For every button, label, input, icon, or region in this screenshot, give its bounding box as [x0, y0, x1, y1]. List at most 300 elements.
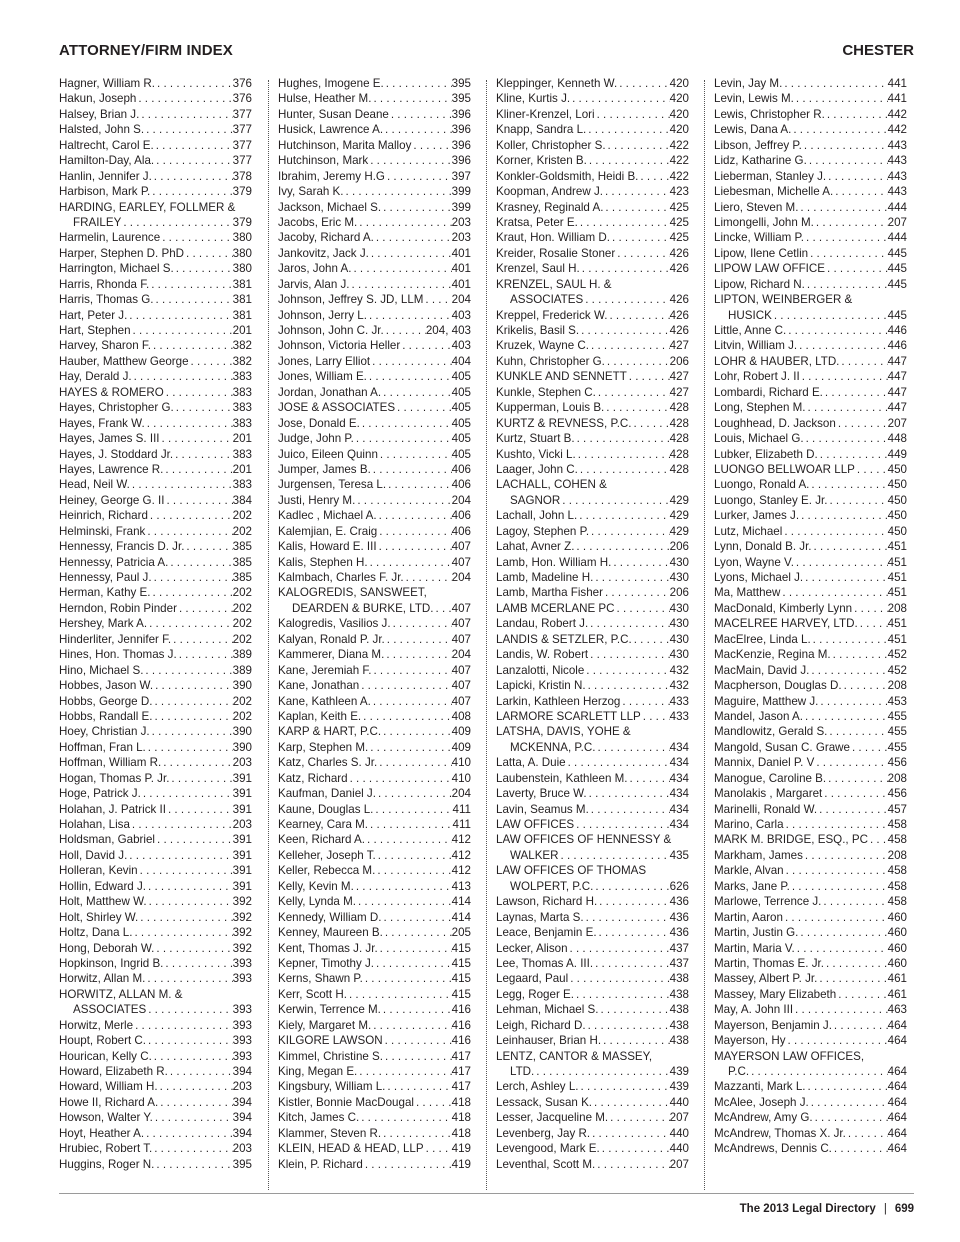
entry-name: LANDIS & SETZLER, P.C. — [496, 632, 632, 646]
dot-leader — [809, 663, 887, 678]
entry-name: Justi, Henry M. — [278, 493, 356, 507]
entry-page-number: 417 — [451, 1065, 471, 1078]
index-entry — [278, 524, 471, 539]
index-entry — [496, 1141, 689, 1156]
entry-name: Hoey, Christian J. — [59, 725, 150, 739]
index-entry — [496, 925, 689, 940]
dot-leader — [798, 925, 887, 940]
entry-page-number: 430 — [669, 617, 689, 631]
entry-page-number: 434 — [669, 818, 689, 831]
entry-name: Loughhead, D. Jackson — [714, 416, 836, 430]
index-entry — [714, 91, 907, 106]
entry-name: Halsted, John S. — [59, 123, 145, 137]
entry-page-number: 411 — [452, 818, 471, 831]
dot-leader — [583, 292, 669, 307]
entry-page-number: 445 — [887, 262, 907, 276]
index-entry — [714, 709, 907, 724]
dot-leader — [595, 740, 669, 755]
entry-page-number: 412 — [451, 864, 471, 878]
entry-name: Hopkinson, Ingrid B. — [59, 956, 164, 970]
entry-name: Kelly, Lynda M. — [278, 895, 356, 909]
index-entry — [278, 724, 471, 739]
entry-page-number: 407 — [451, 679, 471, 693]
entry-page-number: 201 — [232, 462, 252, 476]
entry-page-number: 451 — [887, 586, 907, 600]
entry-name: Marino, Carla — [714, 818, 784, 831]
entry-name: Lagoy, Stephen P. — [496, 524, 590, 538]
index-entry — [59, 925, 252, 940]
dot-leader — [587, 786, 670, 801]
index-entry — [714, 802, 907, 817]
entry-page-number: 461 — [887, 972, 907, 986]
dot-leader — [806, 400, 888, 415]
dot-leader — [749, 1064, 888, 1079]
dot-leader — [168, 555, 232, 570]
entry-page-number: 449 — [887, 447, 907, 461]
dot-leader — [588, 616, 669, 631]
dot-leader — [158, 1095, 232, 1110]
entry-name: WALKER — [510, 848, 559, 862]
dot-leader — [799, 508, 888, 523]
index-entry — [714, 184, 907, 199]
dot-leader — [803, 570, 888, 585]
dot-leader — [152, 709, 232, 724]
entry-name: Lidz, Katharine G. — [714, 154, 807, 168]
dot-leader — [772, 308, 888, 323]
dot-leader — [158, 1079, 233, 1094]
entry-page-number: 455 — [887, 725, 907, 739]
dot-leader — [850, 740, 888, 755]
dot-leader — [147, 616, 233, 631]
entry-page-number: 403 — [451, 339, 471, 353]
dot-leader — [356, 894, 452, 909]
entry-page-number: 439 — [669, 1065, 689, 1078]
index-entry — [714, 724, 907, 739]
index-entry — [714, 616, 907, 631]
entry-name: Mandlowitz, Gerald S. — [714, 725, 828, 739]
dot-leader — [361, 709, 452, 724]
entry-name: Leinhauser, Brian H. — [496, 1034, 602, 1048]
entry-name: McAndrew, Amy G. — [714, 1111, 813, 1125]
index-entry — [59, 462, 252, 477]
entry-name: Kaufman, Daniel J. — [278, 787, 376, 801]
index-entry — [59, 508, 252, 523]
index-entry — [714, 771, 907, 786]
entry-page-number: 203 — [232, 1142, 252, 1156]
entry-name: Kupperman, Louis B. — [496, 401, 605, 415]
entry-page-number: 432 — [669, 663, 689, 677]
dot-leader — [574, 987, 670, 1002]
entry-name: Lynn, Donald B. Jr. — [714, 540, 812, 554]
dot-leader — [595, 107, 670, 122]
dot-leader — [381, 1126, 452, 1141]
index-entry — [496, 832, 689, 847]
entry-page-number: 418 — [451, 1095, 471, 1109]
entry-page-number: 405 — [451, 385, 471, 399]
entry-page-number: 457 — [887, 802, 907, 816]
dot-leader — [368, 153, 451, 168]
dot-leader — [846, 1126, 888, 1141]
index-entry — [714, 1018, 907, 1033]
dot-leader — [825, 261, 888, 276]
index-entry — [496, 740, 689, 755]
entry-name: Krasney, Reginald A. — [496, 200, 604, 214]
dot-leader — [793, 1002, 888, 1017]
index-entry — [496, 941, 689, 956]
index-entry — [278, 585, 471, 600]
index-entry — [496, 632, 689, 647]
dot-leader — [575, 431, 670, 446]
entry-name: Holt, Shirley W. — [59, 910, 139, 924]
index-entry — [59, 200, 252, 215]
entry-name: Jaros, John A. — [278, 262, 352, 276]
index-entry — [59, 493, 252, 508]
entry-name: Kenney, Maureen B. — [278, 926, 383, 940]
entry-page-number: 442 — [887, 123, 907, 137]
index-entry — [496, 1110, 689, 1125]
index-entry — [278, 246, 471, 261]
entry-name: Landau, Robert J. — [496, 617, 589, 631]
index-column-4 — [714, 76, 907, 1157]
dot-leader — [377, 539, 452, 554]
entry-name: Kaune, Douglas L. — [278, 802, 374, 816]
index-entry — [496, 786, 689, 801]
index-entry — [714, 1079, 907, 1094]
dot-leader — [373, 802, 452, 817]
entry-page-number: 438 — [669, 1018, 689, 1032]
index-entry — [278, 925, 471, 940]
county-title: CHESTER — [842, 42, 914, 59]
dot-leader — [139, 107, 232, 122]
dot-leader — [804, 431, 888, 446]
entry-name: Martin, Maria V. — [714, 941, 795, 955]
index-entry — [496, 678, 689, 693]
index-entry — [59, 292, 252, 307]
entry-name: Hobbs, Randall E. — [59, 709, 153, 723]
entry-page-number: 201 — [232, 324, 252, 337]
entry-name: Hagner, William R. — [59, 77, 155, 90]
index-entry — [278, 1126, 471, 1141]
entry-name: Libson, Jeffrey P. — [714, 138, 802, 152]
index-entry — [59, 524, 252, 539]
dot-leader — [592, 1095, 670, 1110]
entry-name: Martin, Aaron — [714, 910, 783, 924]
index-entry — [496, 169, 689, 184]
entry-page-number: 419 — [451, 1157, 471, 1171]
index-entry — [714, 1126, 907, 1141]
dot-leader — [147, 894, 233, 909]
entry-name: McAndrew, Thomas X. Jr. — [714, 1126, 846, 1140]
entry-name: Harris, Rhonda F. — [59, 277, 150, 291]
index-entry — [496, 910, 689, 925]
index-entry — [278, 941, 471, 956]
entry-page-number: 382 — [232, 354, 252, 368]
index-entry — [496, 292, 689, 307]
entry-name: Hayes, Christopher G. — [59, 401, 174, 415]
dot-leader — [357, 215, 451, 230]
entry-page-number: 416 — [451, 1034, 471, 1048]
dot-leader — [382, 910, 452, 925]
index-entry — [59, 1018, 252, 1033]
index-entry — [496, 585, 689, 600]
index-entry — [278, 956, 471, 971]
entry-page-number: 451 — [887, 632, 907, 646]
index-title: ATTORNEY/FIRM INDEX — [59, 42, 233, 59]
index-entry — [496, 694, 689, 709]
entry-name: Jacobs, Eric M. — [278, 215, 358, 229]
entry-name: Lachall, John L. — [496, 509, 578, 523]
entry-page-number: 406 — [451, 478, 471, 492]
dot-leader — [607, 308, 669, 323]
entry-name: Kerns, Shawn P. — [278, 972, 363, 986]
dot-leader — [384, 76, 452, 91]
index-entry — [59, 431, 252, 446]
index-entry — [714, 462, 907, 477]
index-entry — [496, 338, 689, 353]
entry-name: Mangold, Susan C. Grawe — [714, 740, 850, 754]
entry-name: Marks, Jane P. — [714, 879, 790, 893]
index-entry — [496, 894, 689, 909]
dot-leader — [803, 709, 888, 724]
index-entry — [714, 910, 907, 925]
entry-name: Jones, Larry Elliot — [278, 354, 371, 368]
index-entry — [714, 200, 907, 215]
index-entry — [59, 1033, 252, 1048]
index-entry — [59, 956, 252, 971]
index-entry — [496, 601, 689, 616]
entry-page-number: 393 — [232, 1018, 252, 1032]
entry-name: Keller, Rebecca M. — [278, 864, 376, 878]
index-entry — [496, 477, 689, 492]
entry-page-number: 425 — [669, 215, 689, 229]
index-entry — [278, 1095, 471, 1110]
index-entry — [496, 462, 689, 477]
entry-name: Hennessy, Francis D. Jr. — [59, 540, 185, 554]
entry-page-number: 390 — [232, 679, 252, 693]
dot-leader — [817, 971, 887, 986]
dot-leader — [595, 1157, 669, 1172]
index-entry — [278, 1033, 471, 1048]
entry-page-number: 396 — [451, 123, 471, 137]
entry-page-number: 392 — [232, 926, 252, 940]
entry-page-number: 423 — [669, 185, 689, 199]
entry-page-number: 439 — [669, 1080, 689, 1094]
entry-page-number: 392 — [232, 941, 252, 955]
entry-page-number: 445 — [887, 246, 907, 260]
dot-leader — [148, 508, 233, 523]
entry-name: Harmelin, Laurence — [59, 231, 161, 245]
index-entry — [496, 755, 689, 770]
entry-page-number: 382 — [232, 339, 252, 353]
index-entry — [59, 385, 252, 400]
dot-leader — [400, 338, 451, 353]
index-entry — [496, 1049, 689, 1064]
index-entry — [278, 385, 471, 400]
index-entry — [59, 246, 252, 261]
index-entry — [278, 740, 471, 755]
dot-leader — [121, 215, 232, 230]
dot-leader — [601, 1033, 670, 1048]
entry-page-number: 204 — [451, 293, 471, 307]
dot-leader — [606, 138, 670, 153]
entry-page-number: 453 — [887, 694, 907, 708]
dot-leader — [168, 1064, 233, 1079]
entry-name: Klammer, Steven R. — [278, 1126, 382, 1140]
dot-leader — [577, 508, 669, 523]
entry-name: Korner, Kristen B. — [496, 154, 587, 168]
entry-name: DEARDEN & BURKE, LTD. — [292, 601, 434, 615]
entry-page-number: 407 — [451, 617, 471, 631]
entry-page-number: 381 — [232, 277, 252, 291]
dot-leader — [141, 786, 233, 801]
index-entry — [714, 1095, 907, 1110]
entry-name: Huggins, Roger N. — [59, 1157, 155, 1171]
entry-name: Massey, Albert P. Jr. — [714, 972, 818, 986]
dot-leader — [386, 477, 452, 492]
entry-name: Hayes, James S. III — [59, 432, 160, 446]
index-entry — [496, 246, 689, 261]
entry-name: Howard, Elizabeth R. — [59, 1065, 168, 1078]
entry-page-number: 391 — [232, 771, 252, 785]
dot-leader — [136, 91, 232, 106]
entry-name: Hershey, Mark A. — [59, 617, 148, 631]
dot-leader — [171, 632, 233, 647]
entry-name: McAndrews, Dennis C. — [714, 1142, 832, 1156]
entry-page-number: 381 — [232, 308, 252, 322]
index-entry — [278, 632, 471, 647]
entry-page-number: 420 — [669, 77, 689, 90]
dot-leader — [404, 570, 452, 585]
entry-page-number: 384 — [232, 493, 252, 507]
entry-name: Hennessy, Paul J. — [59, 571, 152, 584]
dot-leader — [620, 694, 669, 709]
dot-leader — [160, 431, 233, 446]
entry-name: Martin, Thomas E. Jr. — [714, 956, 824, 970]
entry-page-number: 433 — [669, 709, 689, 723]
entry-page-number: 464 — [887, 1142, 907, 1156]
entry-page-number: 438 — [669, 1034, 689, 1048]
entry-name: Halsey, Brian J. — [59, 107, 140, 121]
entry-name: Holleran, Kevin — [59, 864, 138, 878]
entry-page-number: 426 — [669, 324, 689, 337]
index-entry — [278, 122, 471, 137]
index-entry — [59, 663, 252, 678]
entry-name: Kane, Jeremiah F. — [278, 663, 372, 677]
entry-page-number: 403 — [451, 308, 471, 322]
entry-page-number: 456 — [887, 756, 907, 770]
dot-leader — [804, 230, 888, 245]
index-entry — [59, 879, 252, 894]
index-entry — [496, 261, 689, 276]
entry-page-number: 401 — [451, 277, 471, 291]
entry-name: Jones, William E. — [278, 370, 367, 384]
index-entry — [278, 863, 471, 878]
entry-name: Hino, Michael S. — [59, 663, 144, 677]
entry-page-number: 426 — [669, 308, 689, 322]
entry-name: MacElree, Linda L. — [714, 632, 811, 646]
dot-leader — [146, 879, 233, 894]
dot-leader — [378, 941, 452, 956]
index-entry — [59, 616, 252, 631]
dot-leader — [782, 76, 887, 91]
entry-page-number: 415 — [451, 956, 471, 970]
dot-leader — [359, 678, 451, 693]
entry-page-number: 391 — [232, 833, 252, 847]
entry-name: Kleppinger, Kenneth W. — [496, 77, 618, 90]
index-entry — [714, 508, 907, 523]
dot-leader — [174, 261, 233, 276]
index-entry — [278, 354, 471, 369]
entry-name: Lawson, Richard H. — [496, 895, 598, 909]
dot-leader — [638, 169, 669, 184]
entry-page-number: 429 — [669, 509, 689, 523]
entry-page-number: 380 — [232, 262, 252, 276]
index-entry — [496, 416, 689, 431]
entry-name: Kent, Thomas J. Jr. — [278, 941, 378, 955]
index-entry — [714, 678, 907, 693]
index-entry — [496, 817, 689, 832]
entry-name: Laverty, Bruce W. — [496, 787, 587, 801]
index-entry — [278, 709, 471, 724]
entry-name: Mandel, Jason A. — [714, 709, 803, 723]
entry-page-number: 434 — [669, 771, 689, 785]
entry-name: Lanzalotti, Nicole — [496, 663, 585, 677]
entry-page-number: 405 — [451, 416, 471, 430]
index-entry — [278, 277, 471, 292]
dot-leader — [795, 941, 888, 956]
index-entry — [714, 848, 907, 863]
entry-name: KILGORE LAWSON — [278, 1034, 383, 1048]
entry-page-number: 432 — [669, 679, 689, 693]
entry-page-number: 393 — [232, 1034, 252, 1048]
index-entry — [496, 1033, 689, 1048]
entry-name: Lahat, Avner Z. — [496, 540, 575, 554]
entry-page-number: 396 — [451, 154, 471, 168]
dot-leader — [138, 910, 232, 925]
dot-leader — [189, 354, 233, 369]
dot-leader — [376, 848, 452, 863]
index-entry — [278, 832, 471, 847]
dot-leader — [812, 539, 888, 554]
entry-name: MCKENNA, P.C. — [510, 740, 596, 754]
dot-leader — [632, 632, 670, 647]
index-entry — [714, 585, 907, 600]
entry-page-number: 436 — [669, 910, 689, 924]
entry-name: Kane, Jonathan — [278, 679, 360, 693]
entry-name: MAYERSON LAW OFFICES, — [714, 1049, 865, 1063]
entry-page-number: 458 — [887, 818, 907, 831]
entry-name: MacMain, David J. — [714, 663, 810, 677]
entry-page-number: 441 — [887, 77, 907, 90]
index-entry — [278, 107, 471, 122]
dot-leader — [826, 771, 888, 786]
entry-name: Hourican, Kelly C. — [59, 1049, 152, 1063]
entry-name: JOSE & ASSOCIATES — [278, 401, 396, 415]
entry-page-number: 426 — [669, 293, 689, 307]
index-entry — [714, 308, 907, 323]
entry-name: KALOGREDIS, SANSWEET, — [278, 586, 427, 600]
entry-name: Hines, Hon. Thomas J. — [59, 648, 177, 662]
entry-page-number: 203 — [232, 818, 252, 831]
entry-page-number: 401 — [451, 246, 471, 260]
entry-name: Manolakis , Margaret — [714, 787, 823, 801]
entry-name: Harper, Stephen D. PhD — [59, 246, 185, 260]
entry-name: LATSHA, DAVIS, YOHE & — [496, 725, 631, 739]
index-entry — [59, 416, 252, 431]
dot-leader — [130, 817, 233, 832]
dot-leader — [806, 1079, 888, 1094]
index-entry — [278, 771, 471, 786]
